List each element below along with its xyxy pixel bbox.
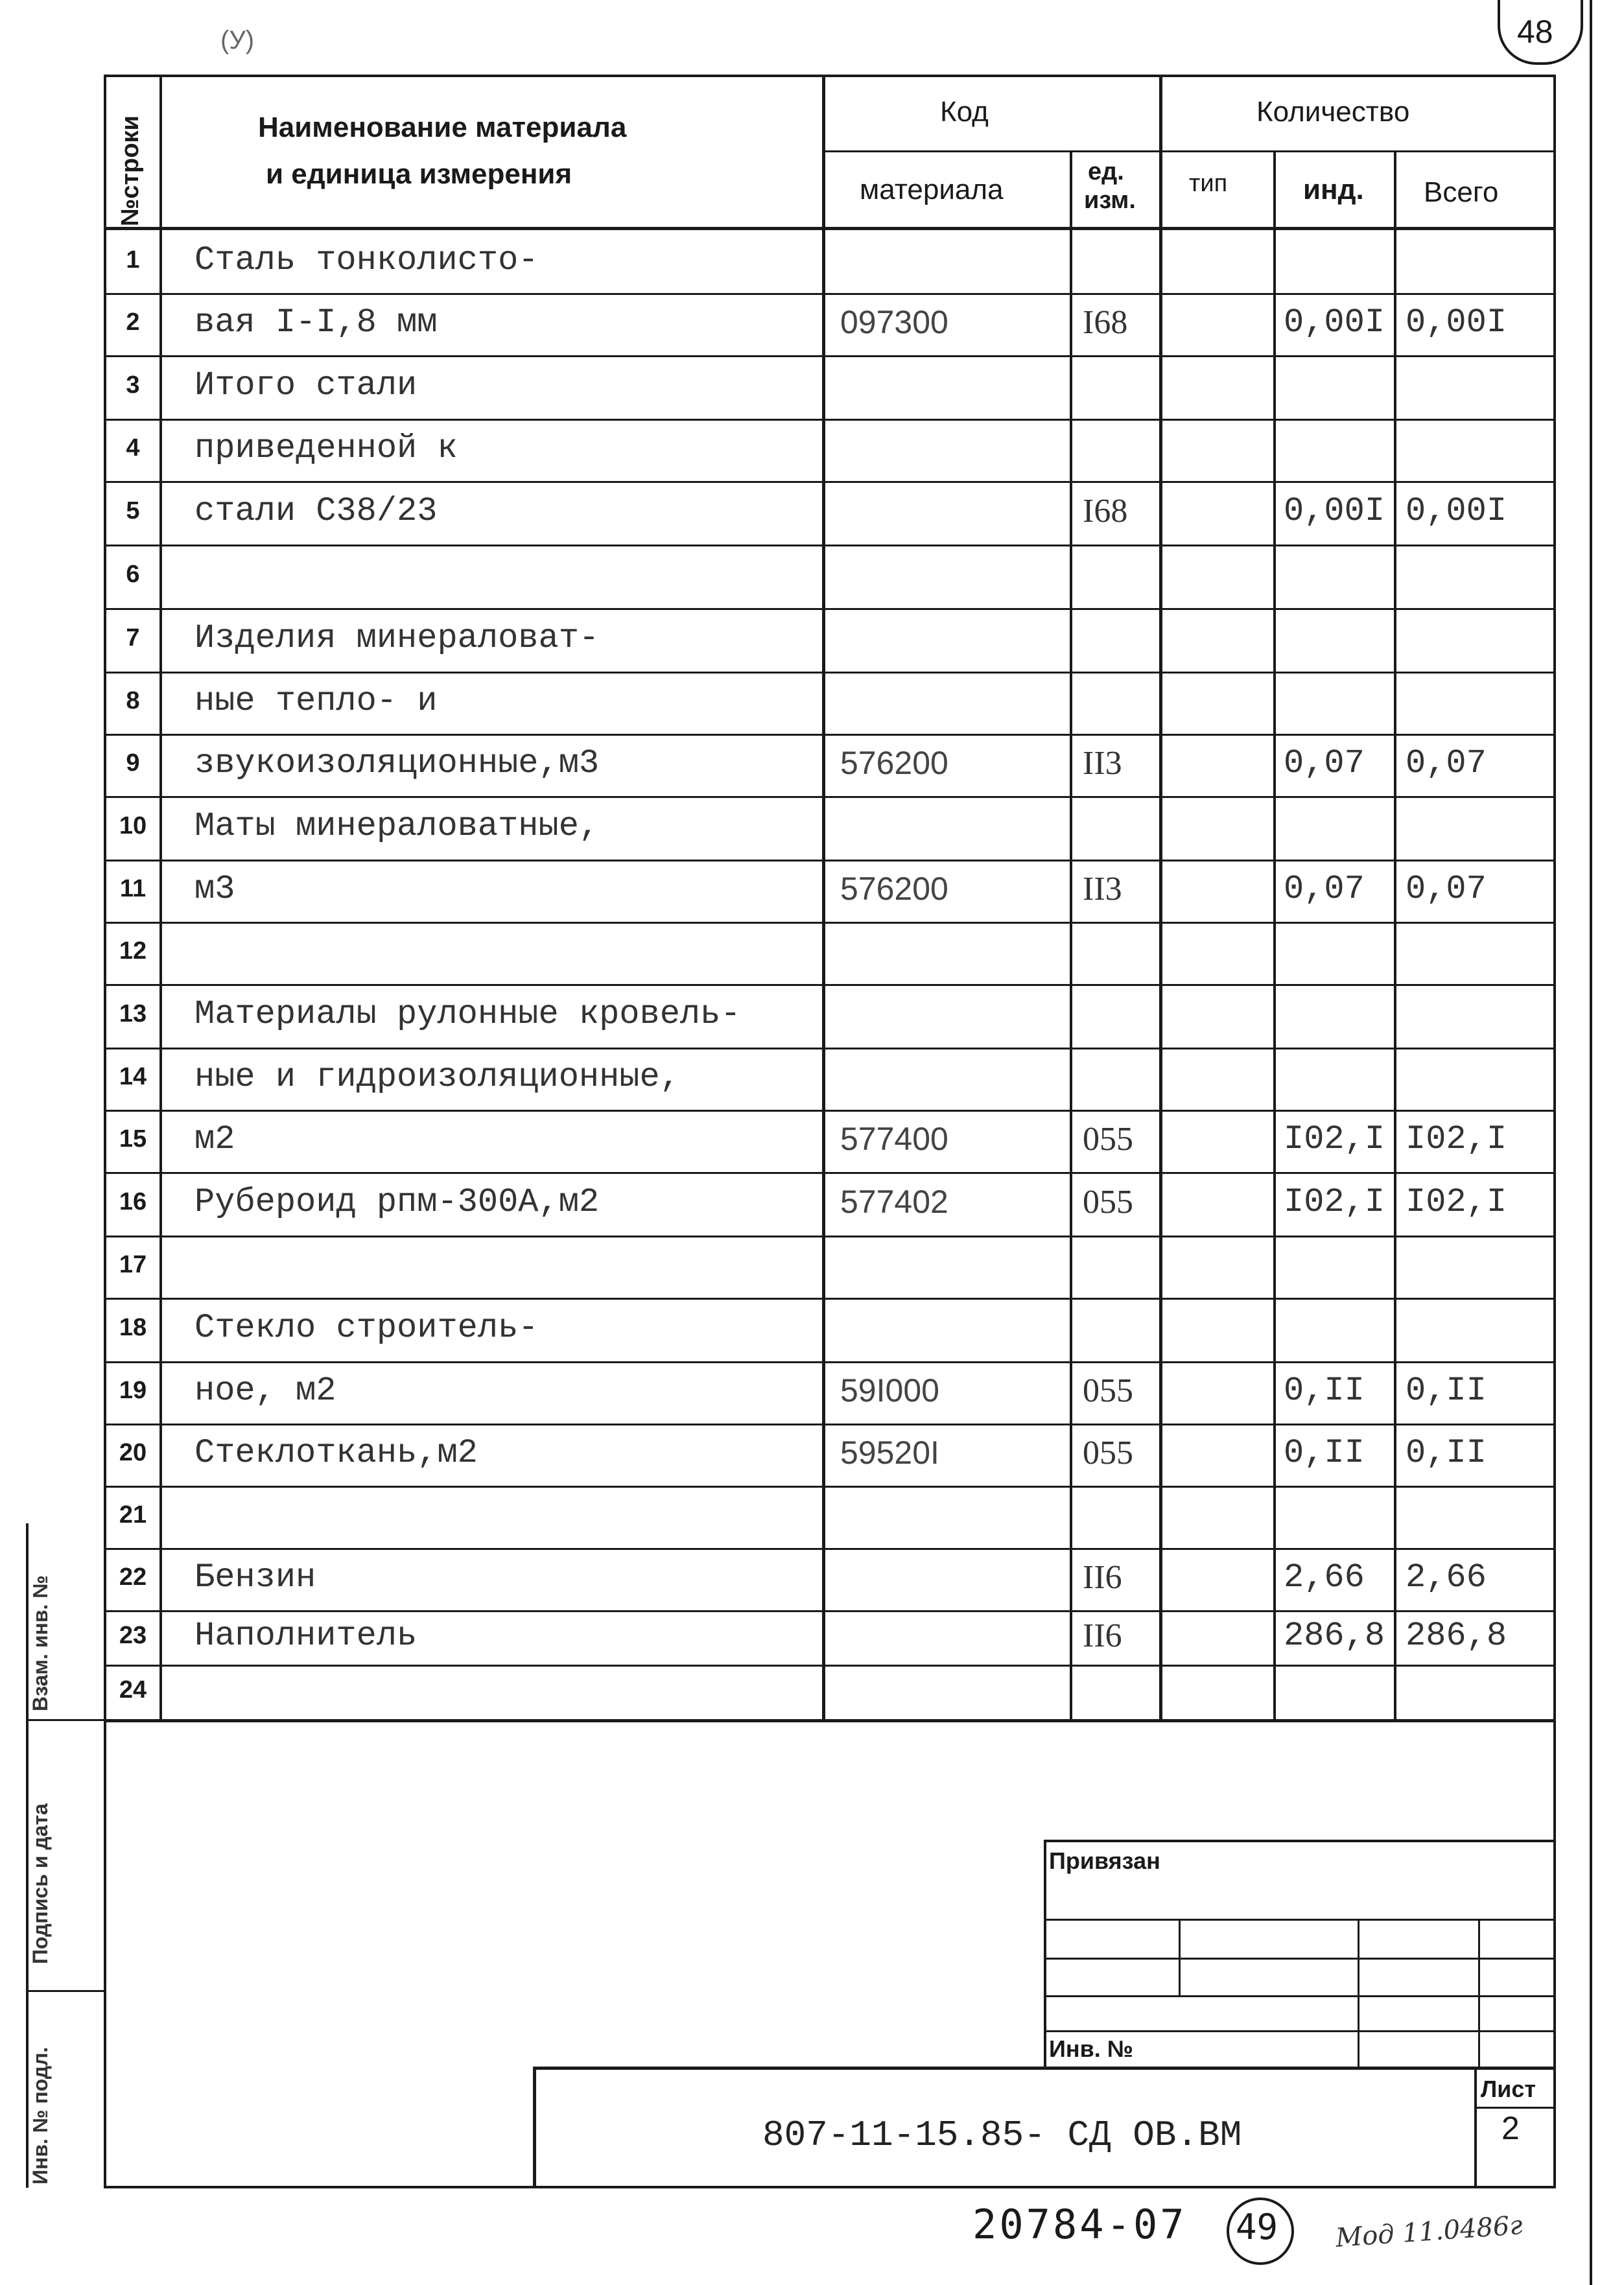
footer-number: 20784-07 <box>972 2201 1187 2248</box>
row-number: 13 <box>119 1000 147 1027</box>
material-code: 577402 <box>840 1184 948 1220</box>
unit-code: I68 <box>1083 304 1128 341</box>
material-code: 59I000 <box>840 1372 939 1409</box>
material-code: 59520I <box>840 1435 939 1471</box>
table-row <box>0 230 1624 293</box>
qty-ind: 0,II <box>1284 1434 1365 1472</box>
material-name: Бензин <box>194 1558 316 1597</box>
material-name: Рубероид рпм-300А,м2 <box>194 1183 600 1221</box>
qty-total: 286,8 <box>1406 1617 1507 1655</box>
table-row <box>0 796 1624 860</box>
table-row <box>0 1424 1624 1486</box>
table-row <box>0 1172 1624 1236</box>
header-name-line2: и единица измерения <box>266 158 572 190</box>
qty-ind: 2,66 <box>1284 1558 1365 1597</box>
table-row <box>0 984 1624 1048</box>
qty-total: 2,66 <box>1406 1558 1487 1597</box>
qty-ind: I02,I <box>1284 1183 1385 1221</box>
footer-signature: Мод 11.0486г <box>1334 2210 1524 2254</box>
material-name: звукоизоляционные,м3 <box>194 744 600 782</box>
header-qty-total: Всего <box>1424 176 1499 208</box>
qty-ind: 0,00I <box>1284 492 1385 530</box>
qty-total: 0,00I <box>1406 303 1507 342</box>
row-number: 14 <box>119 1063 147 1090</box>
table-row <box>0 481 1624 545</box>
material-name: приведенной к <box>194 429 458 467</box>
material-code: 577400 <box>840 1121 948 1157</box>
qty-total: I02,I <box>1406 1183 1507 1221</box>
row-number: 19 <box>119 1377 147 1404</box>
table-row <box>0 922 1624 984</box>
row-number: 6 <box>126 561 140 588</box>
qty-ind: 0,07 <box>1284 744 1365 782</box>
header-qty-type: тип <box>1189 170 1228 197</box>
qty-total: 0,07 <box>1406 744 1487 782</box>
row-number: 17 <box>119 1251 147 1278</box>
row-number: 9 <box>126 749 140 777</box>
unit-code: II3 <box>1083 871 1122 908</box>
unit-code: I68 <box>1083 493 1128 530</box>
side-label-podpis: Подпись и дата <box>29 1803 52 1964</box>
unit-code: 055 <box>1083 1435 1133 1471</box>
table-row <box>0 608 1624 672</box>
material-name: ное, м2 <box>194 1372 336 1410</box>
row-number: 11 <box>119 875 147 902</box>
material-name: ные тепло- и <box>194 682 438 720</box>
material-name: Стеклоткань,м2 <box>194 1434 478 1472</box>
qty-ind: 286,8 <box>1284 1617 1385 1655</box>
header-qty-ind: инд. <box>1303 174 1364 205</box>
stamp-doc-code: 807-11-15.85- СД ОВ.ВМ <box>762 2115 1242 2156</box>
table-row <box>0 1548 1624 1610</box>
material-name: Наполнитель <box>194 1617 418 1655</box>
material-code: 097300 <box>840 304 948 340</box>
unit-code: 055 <box>1083 1184 1133 1221</box>
qty-total: 0,00I <box>1406 492 1507 530</box>
row-number: 8 <box>126 687 140 714</box>
page-corner-label: 48 <box>1517 14 1553 50</box>
row-number: 12 <box>119 937 147 965</box>
unit-code: 055 <box>1083 1372 1133 1409</box>
stamp-privyazan: Привязан <box>1049 1847 1160 1874</box>
header-qty-group: Количество <box>1256 96 1410 128</box>
table-row <box>0 1665 1624 1719</box>
footer-circled-number: 49 <box>1236 2207 1278 2247</box>
material-code: 576200 <box>840 871 948 907</box>
stamp-list-label: Лист <box>1481 2076 1536 2102</box>
header-code-material: материала <box>860 174 1004 205</box>
table-row <box>0 1610 1624 1665</box>
table-row <box>0 355 1624 419</box>
table-row <box>0 545 1624 608</box>
material-name: Итого стали <box>194 366 418 404</box>
row-number: 10 <box>119 812 147 839</box>
qty-total: 0,II <box>1406 1372 1487 1410</box>
qty-ind: 0,07 <box>1284 870 1365 908</box>
table-row <box>0 1236 1624 1298</box>
row-number: 3 <box>126 371 140 399</box>
qty-ind: I02,I <box>1284 1120 1385 1158</box>
material-name: м2 <box>194 1120 235 1158</box>
qty-ind: 0,II <box>1284 1372 1365 1410</box>
side-label-inv: Инв. № подл. <box>29 2046 52 2185</box>
unit-code: II3 <box>1083 745 1122 782</box>
header-code-unit-1: ед. <box>1088 158 1124 185</box>
table-row <box>0 419 1624 481</box>
row-number: 15 <box>119 1125 147 1153</box>
header-code-group: Код <box>940 96 989 128</box>
qty-total: 0,07 <box>1406 870 1487 908</box>
row-number: 1 <box>126 246 140 274</box>
material-name: Сталь тонколисто- <box>194 241 539 279</box>
row-number: 21 <box>119 1501 147 1529</box>
header-name-line1: Наименование материала <box>258 111 627 143</box>
material-name: Маты минераловатные, <box>194 807 600 845</box>
unit-code: II6 <box>1083 1617 1122 1654</box>
table-row <box>0 1486 1624 1548</box>
table-row <box>0 293 1624 355</box>
row-number: 16 <box>119 1188 147 1215</box>
table-row <box>0 1361 1624 1424</box>
table-row <box>0 1110 1624 1172</box>
material-name: стали С38/23 <box>194 492 438 530</box>
qty-ind: 0,00I <box>1284 303 1385 342</box>
material-name: Стекло строитель- <box>194 1309 539 1347</box>
material-name: Изделия минераловат- <box>194 619 600 657</box>
row-number: 24 <box>119 1676 147 1704</box>
stamp-list-value: 2 <box>1501 2110 1520 2146</box>
row-number: 20 <box>119 1439 147 1466</box>
table-row <box>0 734 1624 796</box>
qty-total: I02,I <box>1406 1120 1507 1158</box>
row-number: 22 <box>119 1564 147 1591</box>
material-code: 576200 <box>840 745 948 781</box>
stamp-inv-no: Инв. № <box>1049 2035 1133 2062</box>
row-number: 23 <box>119 1622 147 1649</box>
row-number: 2 <box>126 309 140 336</box>
side-label-vzam: Взам. инв. № <box>29 1575 52 1711</box>
table-row <box>0 1298 1624 1361</box>
table-row <box>0 1048 1624 1110</box>
header-no-label: №строки <box>117 115 144 226</box>
qty-total: 0,II <box>1406 1434 1487 1472</box>
row-number: 4 <box>126 434 140 462</box>
material-name: вая I-I,8 мм <box>194 303 438 342</box>
table-row <box>0 860 1624 922</box>
table-row <box>0 672 1624 734</box>
top-mark: (У) <box>220 26 255 54</box>
unit-code: 055 <box>1083 1121 1133 1158</box>
row-number: 7 <box>126 624 140 651</box>
material-name: Материалы рулонные кровель- <box>194 995 741 1033</box>
row-number: 5 <box>126 497 140 524</box>
material-name: ные и гидроизоляционные, <box>194 1058 680 1096</box>
header-no-column <box>106 77 159 227</box>
unit-code: II6 <box>1083 1559 1122 1596</box>
header-code-unit-2: изм. <box>1084 187 1136 214</box>
material-name: м3 <box>194 870 235 908</box>
row-number: 18 <box>119 1314 147 1341</box>
